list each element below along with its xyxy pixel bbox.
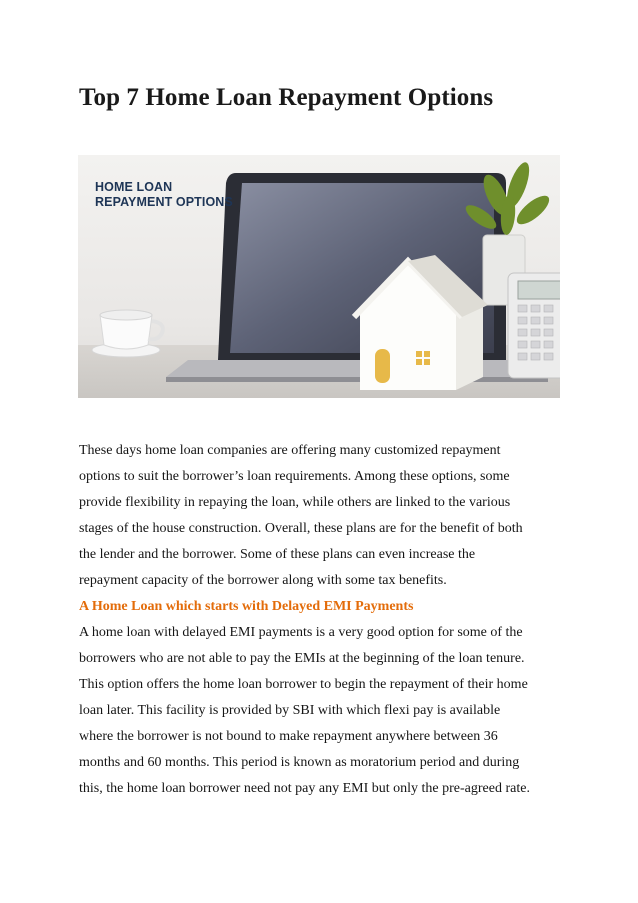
page-title: Top 7 Home Loan Repayment Options xyxy=(79,84,494,111)
text-line: This option offers the home loan borrower to begin the repayment of their home xyxy=(79,677,528,692)
laptop-base xyxy=(166,360,548,377)
section-heading: A Home Loan which starts with Delayed EMI Payments xyxy=(79,599,414,614)
hero-caption-line-2: REPAYMENT OPTIONS xyxy=(95,195,233,209)
hero-image xyxy=(78,155,560,398)
text-line: where the borrower is not bound to make repayment anywhere between 36 xyxy=(79,729,498,744)
text-line: provide flexibility in repaying the loan, while others are linked to the various xyxy=(79,495,511,510)
intro-paragraph xyxy=(79,438,579,594)
text-line: months and 60 months. This period is known as moratorium period and during xyxy=(79,755,520,770)
text-line: loan later. This facility is provided by SBI with which flexi pay is available xyxy=(79,703,501,718)
text-line: These days home loan companies are offering many customized repayment xyxy=(79,443,501,458)
text-line: borrowers who are not able to pay the EMIs at the beginning of the loan tenure. xyxy=(79,651,525,666)
text-line: A home loan with delayed EMI payments is a very good option for some of the xyxy=(79,625,523,640)
section-paragraph xyxy=(79,620,579,802)
house-door xyxy=(375,349,390,383)
article-body xyxy=(79,438,579,802)
text-line: repayment capacity of the borrower along with some tax benefits. xyxy=(79,573,447,588)
hero-caption xyxy=(95,180,233,210)
hero-caption-line-1: HOME LOAN xyxy=(95,180,173,194)
text-line: stages of the house construction. Overall, these plans are for the benefit of both xyxy=(79,521,523,536)
text-line: this, the home loan borrower need not pay any EMI but only the pre-agreed rate. xyxy=(79,781,530,796)
text-line: the lender and the borrower. Some of these plans can even increase the xyxy=(79,547,476,562)
text-line: options to suit the borrower’s loan requirements. Among these options, some xyxy=(79,469,510,484)
